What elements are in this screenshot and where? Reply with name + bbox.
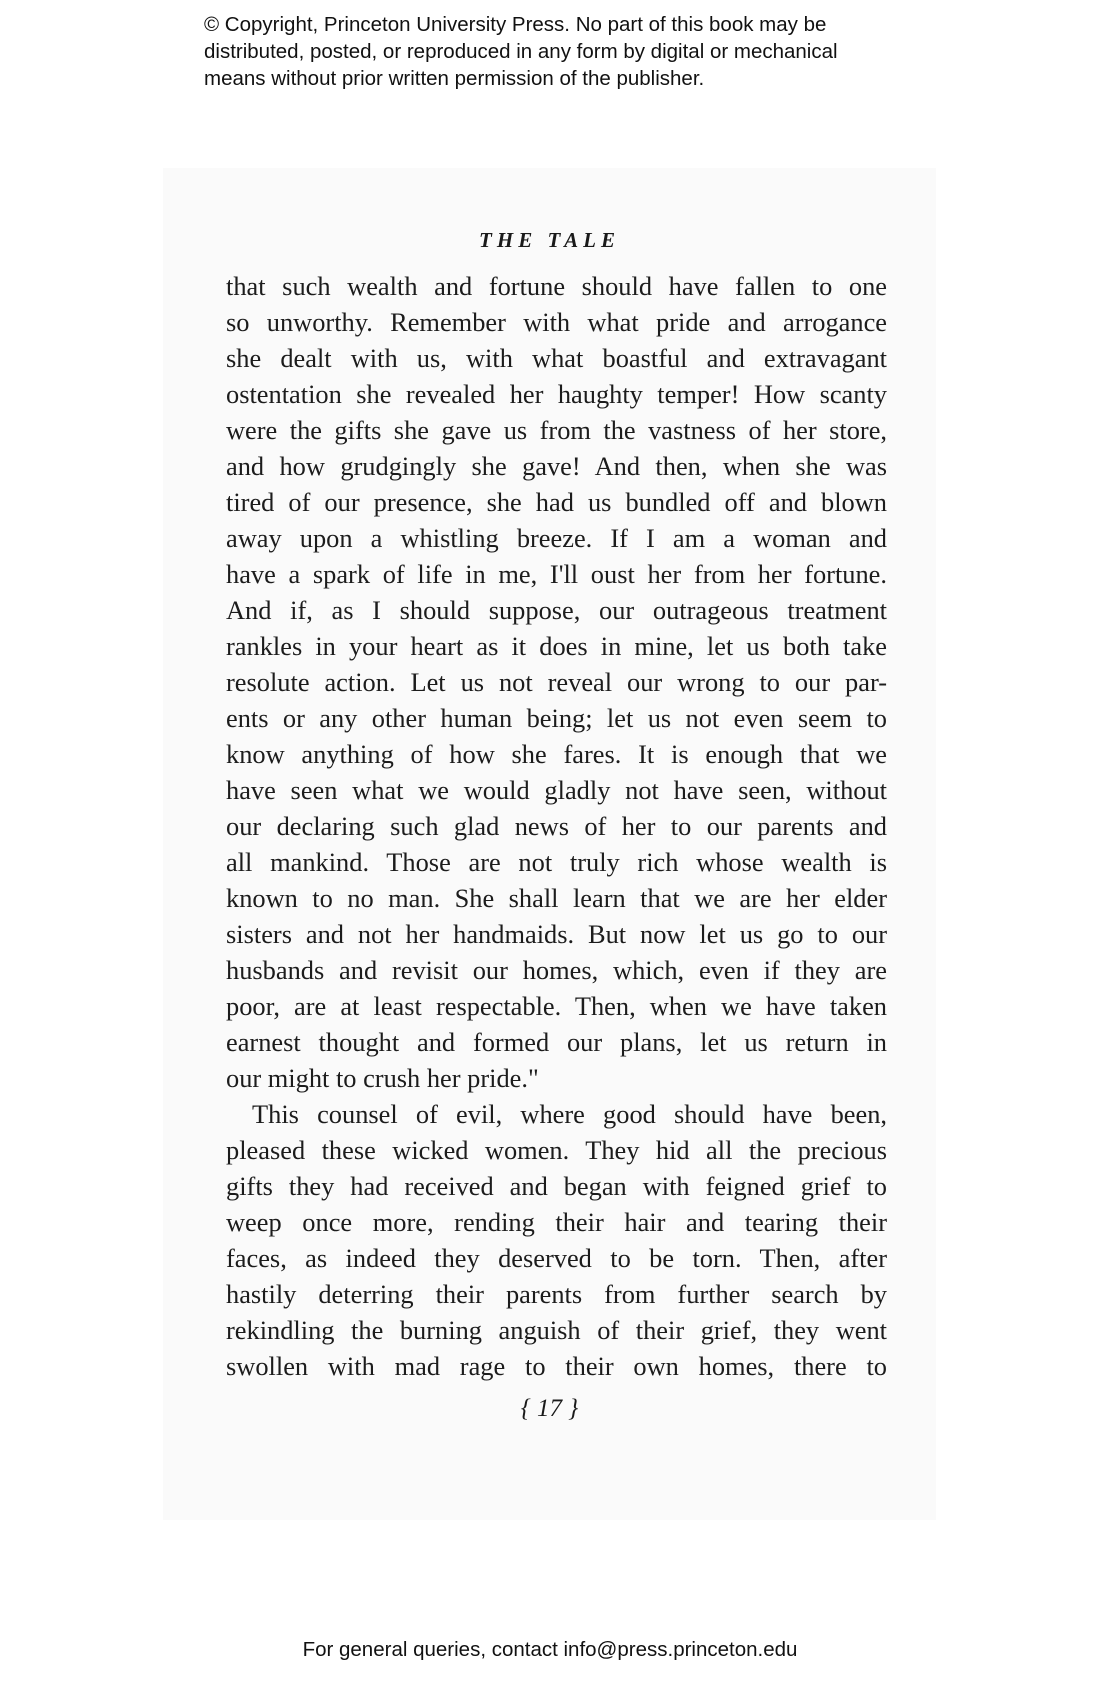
text-line: she dealt with us, with what boastful and extravagant bbox=[226, 343, 887, 373]
text-line: weep once more, rending their hair and tearing their bbox=[226, 1207, 887, 1237]
text-line: have a spark of life in me, I'll oust her from her fortune. bbox=[226, 559, 887, 589]
text-line: And if, as I should suppose, our outrageous treatment bbox=[226, 595, 887, 625]
text-line: our declaring such glad news of her to our parents and bbox=[226, 811, 887, 841]
text-line: husbands and revisit our homes, which, even if they are bbox=[226, 955, 887, 985]
text-line: faces, as indeed they deserved to be torn. Then, after bbox=[226, 1243, 887, 1273]
page-number: { 17 } bbox=[520, 1395, 579, 1422]
text-line: ents or any other human being; let us not even seem to bbox=[226, 703, 887, 733]
copyright-line: distributed, posted, or reproduced in any form by digital or mechanical bbox=[204, 40, 838, 63]
text-line: were the gifts she gave us from the vastness of her store, bbox=[226, 415, 887, 445]
copyright-line: means without prior written permission of the publisher. bbox=[204, 67, 705, 90]
text-line: know anything of how she fares. It is enough that we bbox=[226, 739, 887, 769]
text-line: so unworthy. Remember with what pride and arrogance bbox=[226, 307, 887, 337]
footer-contact: For general queries, contact info@press.princeton.edu bbox=[302, 1638, 798, 1661]
text-line: poor, are at least respectable. Then, when we have taken bbox=[226, 991, 887, 1021]
text-line: our might to crush her pride." bbox=[226, 1063, 539, 1093]
text-line: tired of our presence, she had us bundled off and blown bbox=[226, 487, 887, 517]
text-line: have seen what we would gladly not have seen, without bbox=[226, 775, 887, 805]
text-line: away upon a whistling breeze. If I am a woman and bbox=[226, 523, 887, 553]
text-line: pleased these wicked women. They hid all the precious bbox=[226, 1135, 887, 1165]
text-line: and how grudgingly she gave! And then, when she was bbox=[226, 451, 887, 481]
text-line: sisters and not her handmaids. But now let us go to our bbox=[226, 919, 887, 949]
text-line: rekindling the burning anguish of their grief, they went bbox=[226, 1315, 887, 1345]
text-line: known to no man. She shall learn that we are her elder bbox=[226, 883, 887, 913]
text-line: hastily deterring their parents from further search by bbox=[226, 1279, 887, 1309]
text-line: swollen with mad rage to their own homes, there to bbox=[226, 1351, 887, 1381]
body-text bbox=[226, 268, 887, 1384]
text-line: that such wealth and fortune should have fallen to one bbox=[226, 271, 887, 301]
text-line: earnest thought and formed our plans, let us return in bbox=[226, 1027, 887, 1057]
copyright-line: © Copyright, Princeton University Press. No part of this book may be bbox=[204, 13, 827, 36]
text-line: rankles in your heart as it does in mine, let us both take bbox=[226, 631, 887, 661]
text-line: ostentation she revealed her haughty temper! How scanty bbox=[226, 379, 887, 409]
paragraph-first-line: This counsel of evil, where good should have been, bbox=[252, 1099, 887, 1129]
running-head: THE TALE bbox=[479, 228, 620, 252]
text-line: all mankind. Those are not truly rich whose wealth is bbox=[226, 847, 887, 877]
text-line: resolute action. Let us not reveal our wrong to our par- bbox=[226, 667, 887, 697]
copyright-notice bbox=[204, 11, 944, 92]
text-line: gifts they had received and began with feigned grief to bbox=[226, 1171, 887, 1201]
